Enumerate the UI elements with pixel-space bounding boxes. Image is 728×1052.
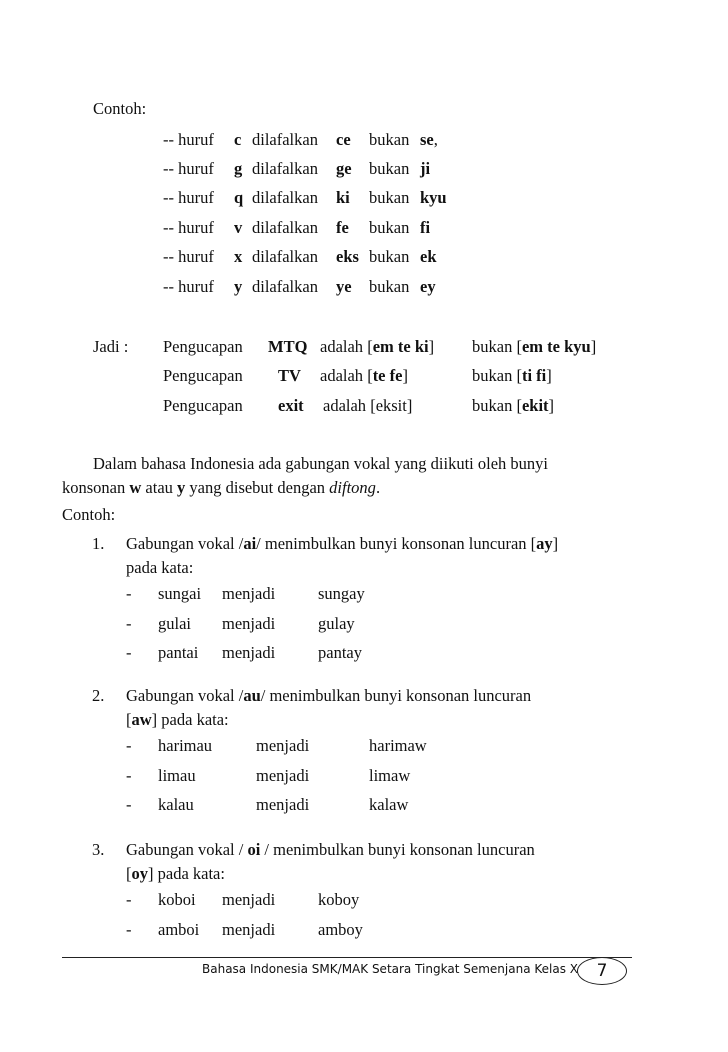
rule-prefix: -- huruf <box>163 188 214 207</box>
para-disebut: yang disebut dengan <box>189 478 326 497</box>
para-atau: atau <box>145 478 173 497</box>
pron-correct: em te ki <box>372 337 429 356</box>
item-line-1 <box>126 840 535 860</box>
rule-wrong <box>420 188 447 208</box>
pron-abbr: TV <box>278 366 301 385</box>
pron-abbr: MTQ <box>268 337 308 356</box>
item-vowel: au <box>243 686 261 705</box>
item-line-2 <box>126 710 229 730</box>
rule-verb: dilafalkan <box>252 247 318 266</box>
example-to: gulay <box>318 614 355 633</box>
pron-bukan-text: bukan <box>472 366 513 385</box>
example-from: koboi <box>158 890 196 909</box>
pron-adalah: adalah [eksit] <box>323 396 413 415</box>
para-line-1: Dalam bahasa Indonesia ada gabungan vokal yang diikuti oleh bunyi <box>93 454 548 473</box>
item-vowel: oi <box>247 840 261 859</box>
item-text-a: Gabungan vokal / <box>126 686 244 705</box>
item-text-c: ] <box>552 534 559 553</box>
pron-adalah-text: adalah <box>320 337 364 356</box>
rule-wrong <box>420 218 430 238</box>
pron-word: Pengucapan <box>163 337 243 356</box>
pron-adalah-text: adalah <box>323 396 367 415</box>
rule-say: eks <box>336 247 359 266</box>
para-y: y <box>177 478 186 497</box>
item-number: 2. <box>92 686 105 705</box>
footer-title: Bahasa Indonesia SMK/MAK Setara Tingkat Semenjana Kelas X <box>202 962 578 976</box>
rule-wrong-text: ey <box>420 277 436 296</box>
pron-correct: eksit <box>375 396 407 415</box>
pron-bukan-text: bukan <box>472 396 513 415</box>
example-from: amboi <box>158 920 200 939</box>
para-w: w <box>129 478 142 497</box>
pron-adalah-text: adalah <box>320 366 364 385</box>
rule-say: ki <box>336 188 350 207</box>
rule-wrong-text: ek <box>420 247 437 266</box>
rule-verb: dilafalkan <box>252 130 318 149</box>
rule-bukan: bukan <box>369 130 410 149</box>
rule-verb: dilafalkan <box>252 218 318 237</box>
example-from: sungai <box>158 584 202 603</box>
rule-prefix: -- huruf <box>163 218 214 237</box>
rule-bukan: bukan <box>369 159 410 178</box>
para-line-2 <box>62 478 380 498</box>
rule-letter: g <box>234 159 243 178</box>
rule-prefix: -- huruf <box>163 277 214 296</box>
rule-wrong-text: ji <box>420 159 431 178</box>
example-from: kalau <box>158 795 194 814</box>
example-dash: - <box>126 614 132 633</box>
item-bracket: [ <box>126 710 132 729</box>
example-verb: menjadi <box>256 766 310 785</box>
rule-prefix: -- huruf <box>163 130 214 149</box>
example-verb: menjadi <box>222 584 276 603</box>
rule-bukan: bukan <box>369 277 410 296</box>
rule-letter: q <box>234 188 244 207</box>
pron-wrong: ti fi <box>521 366 547 385</box>
pron-bukan: bukan [ekit] <box>472 396 555 415</box>
example-to: pantay <box>318 643 362 662</box>
rule-prefix: -- huruf <box>163 247 214 266</box>
example-verb: menjadi <box>222 614 276 633</box>
example-verb: menjadi <box>256 736 310 755</box>
rule-letter: x <box>234 247 243 266</box>
item-konsonan: ay <box>536 534 553 553</box>
example-dash: - <box>126 795 132 814</box>
example-to: harimaw <box>369 736 427 755</box>
rule-wrong <box>420 159 430 179</box>
pron-correct: te fe <box>372 366 403 385</box>
item-text-b: / menimbulkan bunyi konsonan luncuran <box>260 686 532 705</box>
example-from: limau <box>158 766 196 785</box>
rule-verb: dilafalkan <box>252 159 318 178</box>
rule-wrong <box>420 247 437 267</box>
rule-bukan: bukan <box>369 247 410 266</box>
example-dash: - <box>126 920 132 939</box>
rule-wrong-text: fi <box>420 218 431 237</box>
example-to: limaw <box>369 766 411 785</box>
example-dash: - <box>126 736 132 755</box>
example-from: harimau <box>158 736 213 755</box>
contoh-heading-2: Contoh: <box>62 505 116 524</box>
rule-wrong-text: se <box>420 130 434 149</box>
item-text-a: Gabungan vokal / <box>126 840 248 859</box>
example-verb: menjadi <box>222 890 276 909</box>
rule-tail: , <box>433 130 438 149</box>
pron-wrong: em te kyu <box>521 337 591 356</box>
rule-verb: dilafalkan <box>252 277 318 296</box>
pron-adalah: adalah [te fe] <box>320 366 408 385</box>
example-to: kalaw <box>369 795 409 814</box>
item-text-b: / menimbulkan bunyi konsonan luncuran [ <box>256 534 537 553</box>
rule-prefix: -- huruf <box>163 159 214 178</box>
pron-bukan: bukan [em te kyu] <box>472 337 597 356</box>
rule-wrong <box>420 130 438 150</box>
item-line-2 <box>126 864 225 884</box>
example-dash: - <box>126 890 132 909</box>
jadi-label: Jadi : <box>93 337 129 356</box>
example-to: sungay <box>318 584 365 603</box>
item-number: 3. <box>92 840 105 859</box>
rule-letter: c <box>234 130 242 149</box>
pron-abbr: exit <box>278 396 304 415</box>
contoh-heading: Contoh: <box>93 99 147 118</box>
pron-word: Pengucapan <box>163 366 243 385</box>
item-pada-kata: ] pada kata: <box>148 864 225 883</box>
rule-say: fe <box>336 218 349 237</box>
example-from: pantai <box>158 643 199 662</box>
rule-bukan: bukan <box>369 188 410 207</box>
example-verb: menjadi <box>222 643 276 662</box>
item-pada-kata: pada kata: <box>126 558 194 577</box>
page-number: 7 <box>577 957 627 985</box>
rule-letter: y <box>234 277 243 296</box>
example-verb: menjadi <box>256 795 310 814</box>
rule-verb: dilafalkan <box>252 188 318 207</box>
example-from: gulai <box>158 614 191 633</box>
example-dash: - <box>126 584 132 603</box>
rule-say: ge <box>336 159 352 178</box>
item-line-2 <box>126 558 193 578</box>
example-verb: menjadi <box>222 920 276 939</box>
para-period: . <box>375 478 381 497</box>
rule-say: ce <box>336 130 351 149</box>
para-konsonan: konsonan <box>62 478 126 497</box>
item-line-1 <box>126 534 629 554</box>
example-to: koboy <box>318 890 360 909</box>
item-konsonan: oy <box>131 864 148 883</box>
pron-bukan-text: bukan <box>472 337 513 356</box>
example-dash: - <box>126 643 132 662</box>
item-konsonan: aw <box>131 710 152 729</box>
item-text-a: Gabungan vokal / <box>126 534 244 553</box>
example-to: amboy <box>318 920 363 939</box>
pron-adalah: adalah [em te ki] <box>320 337 435 356</box>
rule-letter: v <box>234 218 243 237</box>
item-number: 1. <box>92 534 105 553</box>
para-term: diftong <box>329 478 376 497</box>
rule-say: ye <box>336 277 352 296</box>
item-pada-kata: ] pada kata: <box>151 710 229 729</box>
rule-wrong <box>420 277 436 297</box>
item-line-1 <box>126 686 531 706</box>
rule-wrong-text: kyu <box>420 188 447 207</box>
pron-wrong: ekit <box>521 396 549 415</box>
example-dash: - <box>126 766 132 785</box>
item-vowel: ai <box>243 534 257 553</box>
pron-bukan: bukan [ti fi] <box>472 366 552 385</box>
pron-word: Pengucapan <box>163 396 243 415</box>
item-bracket: [ <box>126 864 132 883</box>
rule-bukan: bukan <box>369 218 410 237</box>
item-text-b: / menimbulkan bunyi konsonan luncuran <box>260 840 535 859</box>
footer-rule <box>62 957 632 958</box>
